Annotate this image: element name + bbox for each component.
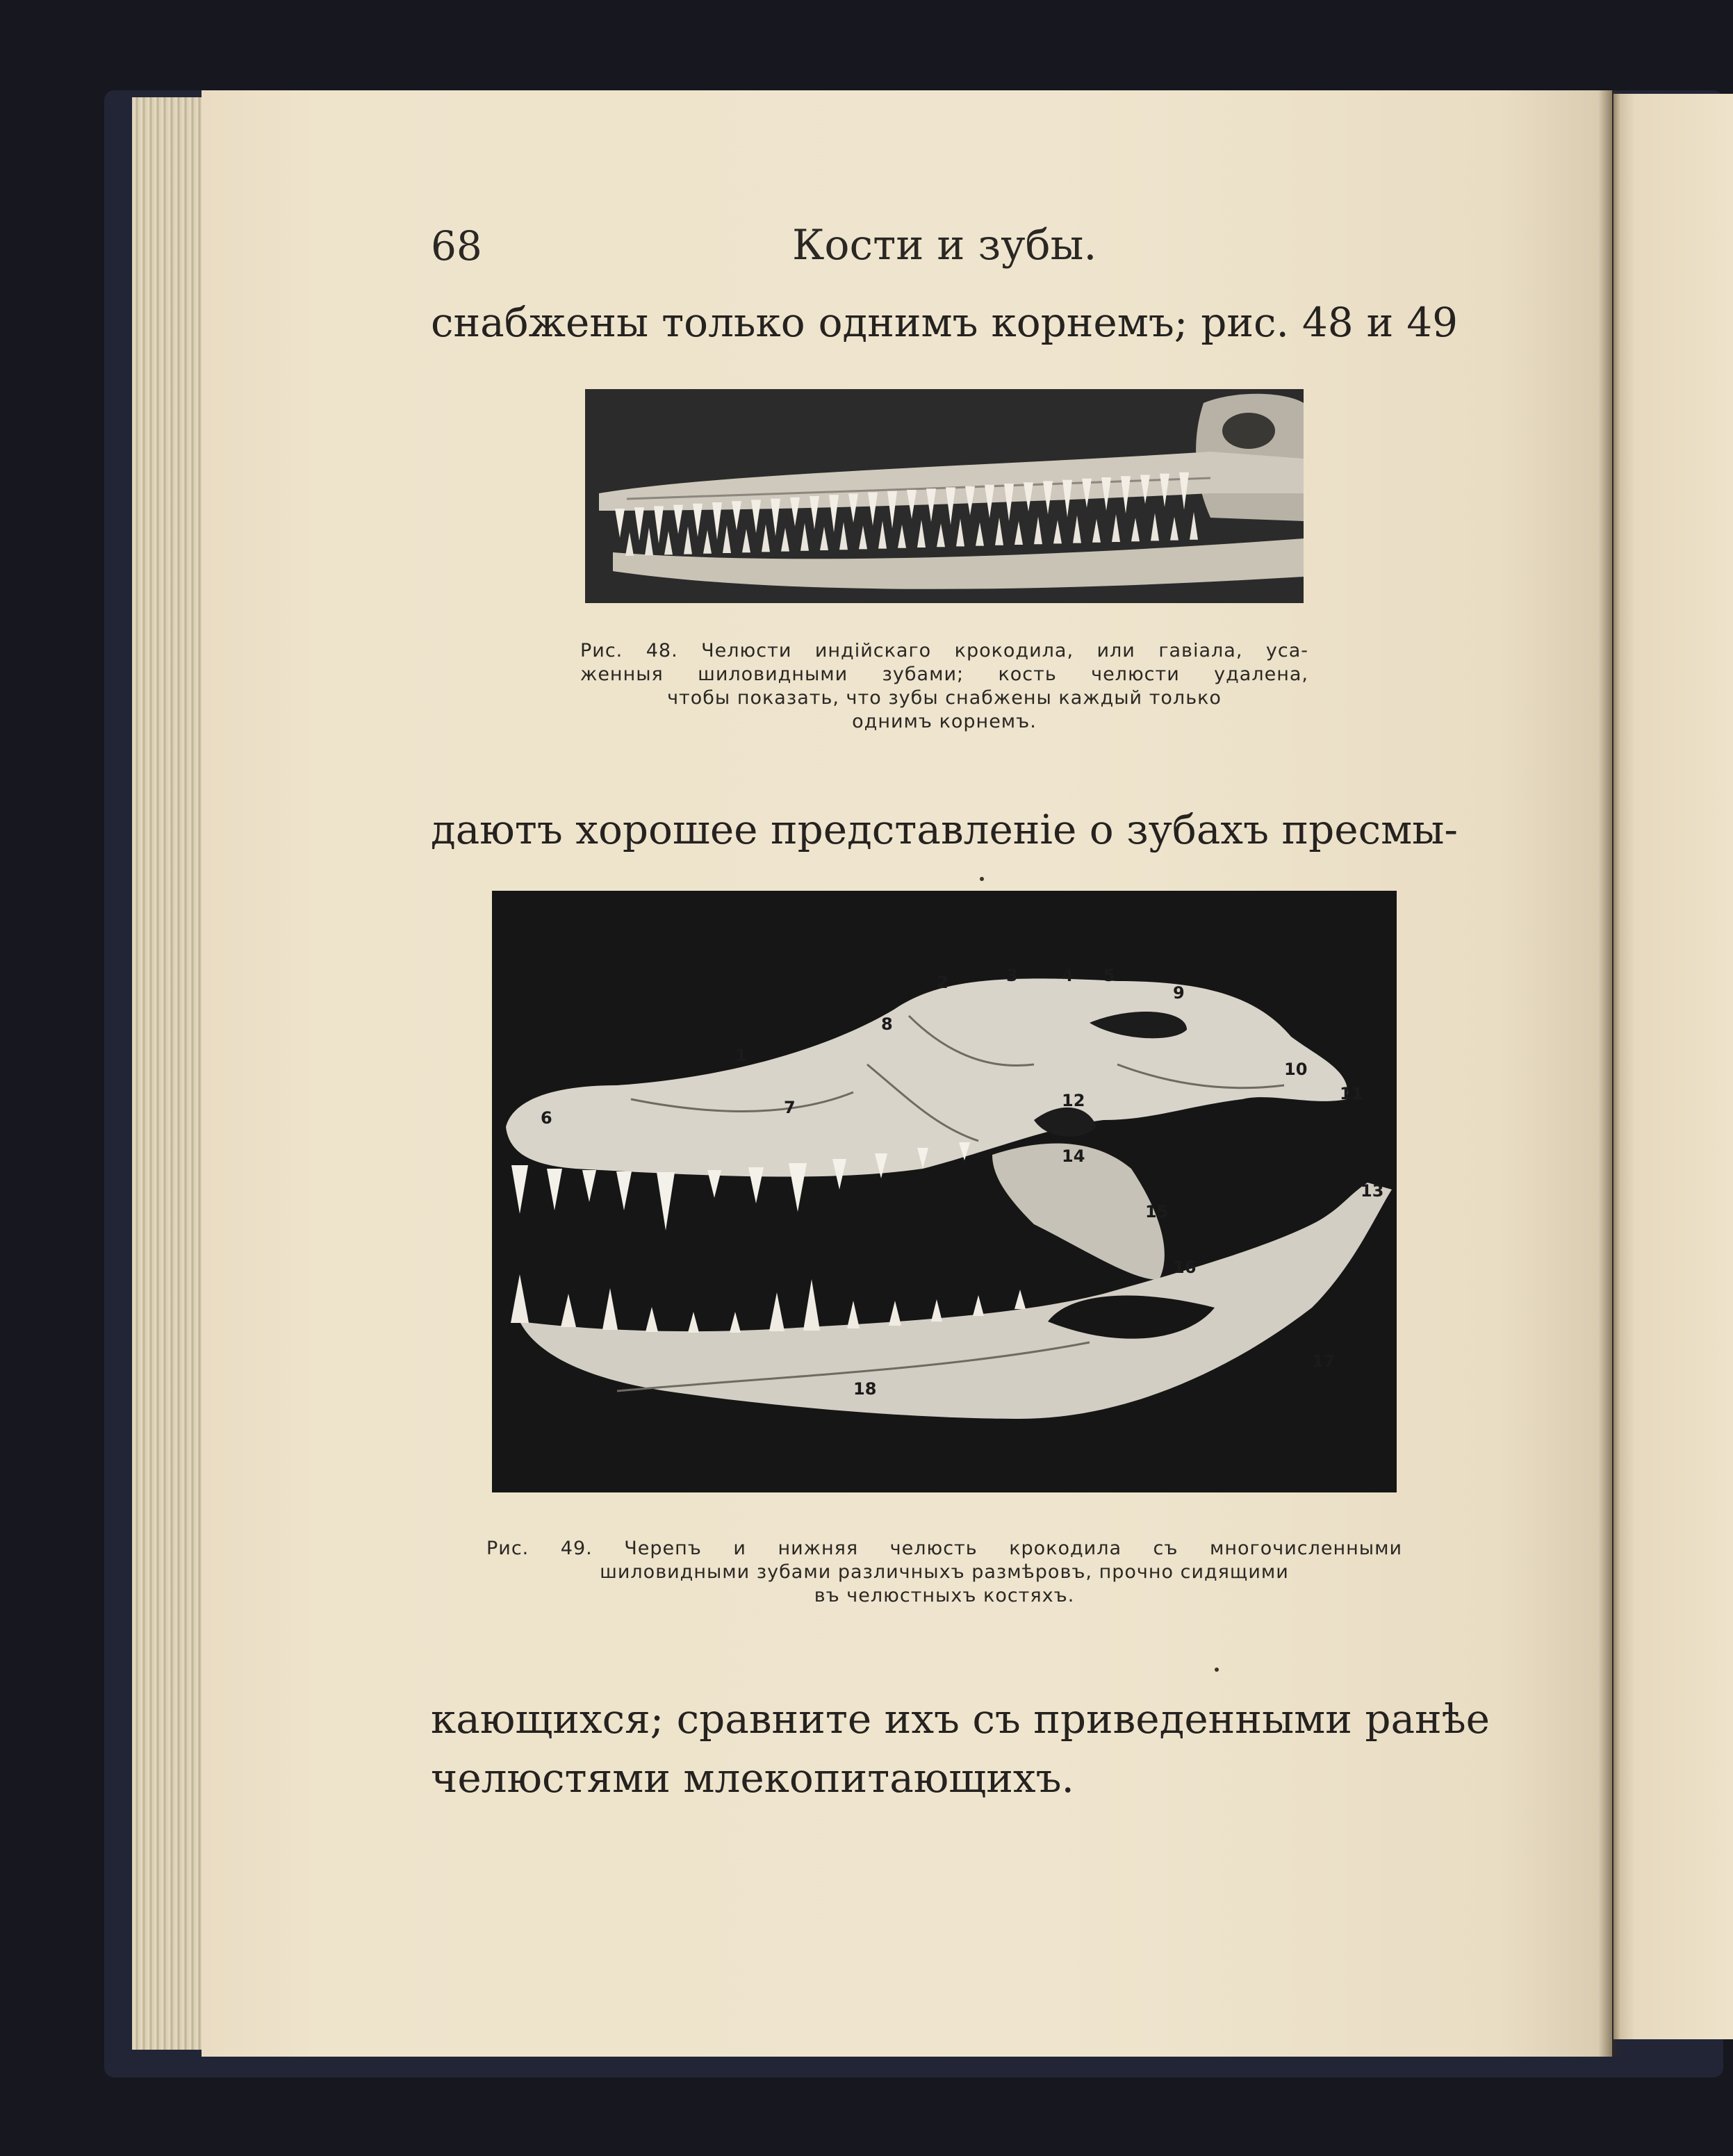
figure-49-label-6: 6 xyxy=(541,1108,552,1128)
figure-49-label-10: 10 xyxy=(1284,1060,1308,1079)
figure-49-photo xyxy=(492,891,1397,1492)
figure-49-label-8: 8 xyxy=(881,1014,893,1034)
figure-49-label-13: 13 xyxy=(1361,1181,1384,1201)
figure-49-label-9: 9 xyxy=(1173,983,1185,1003)
figure-49-label-7: 7 xyxy=(784,1098,796,1117)
figure-49-label-3: 3 xyxy=(1006,966,1018,985)
figure-49-label-15: 15 xyxy=(1145,1202,1169,1221)
figure-48-photo xyxy=(585,389,1304,603)
figure-49-label-16: 16 xyxy=(1173,1258,1197,1277)
print-speck xyxy=(980,877,984,881)
figure-49-label-1: 1 xyxy=(735,1046,747,1065)
figure-49-label-14: 14 xyxy=(1062,1146,1085,1166)
body-text-line: челюстями млекопитающихъ. xyxy=(431,1754,1074,1802)
body-text-line: снабжены только однимъ корнемъ; рис. 48 и 49 xyxy=(431,299,1458,346)
figure-49-label-18: 18 xyxy=(853,1379,877,1399)
body-text-line: даютъ хорошее представленіе о зубахъ пресмы- xyxy=(431,806,1458,853)
figure-48-caption xyxy=(580,639,1308,734)
caption-line: въ челюстныхъ костяхъ. xyxy=(814,1585,1075,1606)
caption-line: Рис. 49. Черепъ и нижняя челюсть крокодила съ многочисленными xyxy=(486,1538,1402,1559)
figure-49-caption xyxy=(486,1537,1402,1608)
figure-49-label-4: 4 xyxy=(1062,966,1074,985)
page-gutter xyxy=(1598,90,1620,2057)
caption-line: однимъ корнемъ. xyxy=(852,711,1037,732)
caption-line: женныя шиловидными зубами; кость челюсти удалена, xyxy=(580,664,1308,685)
gharial-jaws-illustration xyxy=(585,389,1304,603)
body-text-line: кающихся; сравните ихъ съ приведенными ранѣе xyxy=(431,1695,1490,1743)
caption-line: Рис. 48. Челюсти индійскаго крокодила, или гавіала, уса- xyxy=(580,640,1308,661)
facing-page xyxy=(1613,94,1733,2039)
caption-line: шиловидными зубами различныхъ размѣровъ, прочно сидящими xyxy=(600,1561,1289,1583)
figure-49-label-11: 11 xyxy=(1340,1084,1363,1103)
print-speck xyxy=(1215,1668,1219,1672)
caption-line: чтобы показать, что зубы снабжены каждый только xyxy=(667,687,1222,709)
figure-49-label-5: 5 xyxy=(1103,966,1115,985)
running-title: Кости и зубы. xyxy=(792,221,1097,270)
page-number: 68 xyxy=(431,222,482,270)
figure-49-label-12: 12 xyxy=(1062,1091,1085,1110)
crocodile-skull-illustration xyxy=(492,891,1397,1492)
figure-49-label-2: 2 xyxy=(937,973,948,992)
figure-49-label-17: 17 xyxy=(1312,1351,1336,1371)
